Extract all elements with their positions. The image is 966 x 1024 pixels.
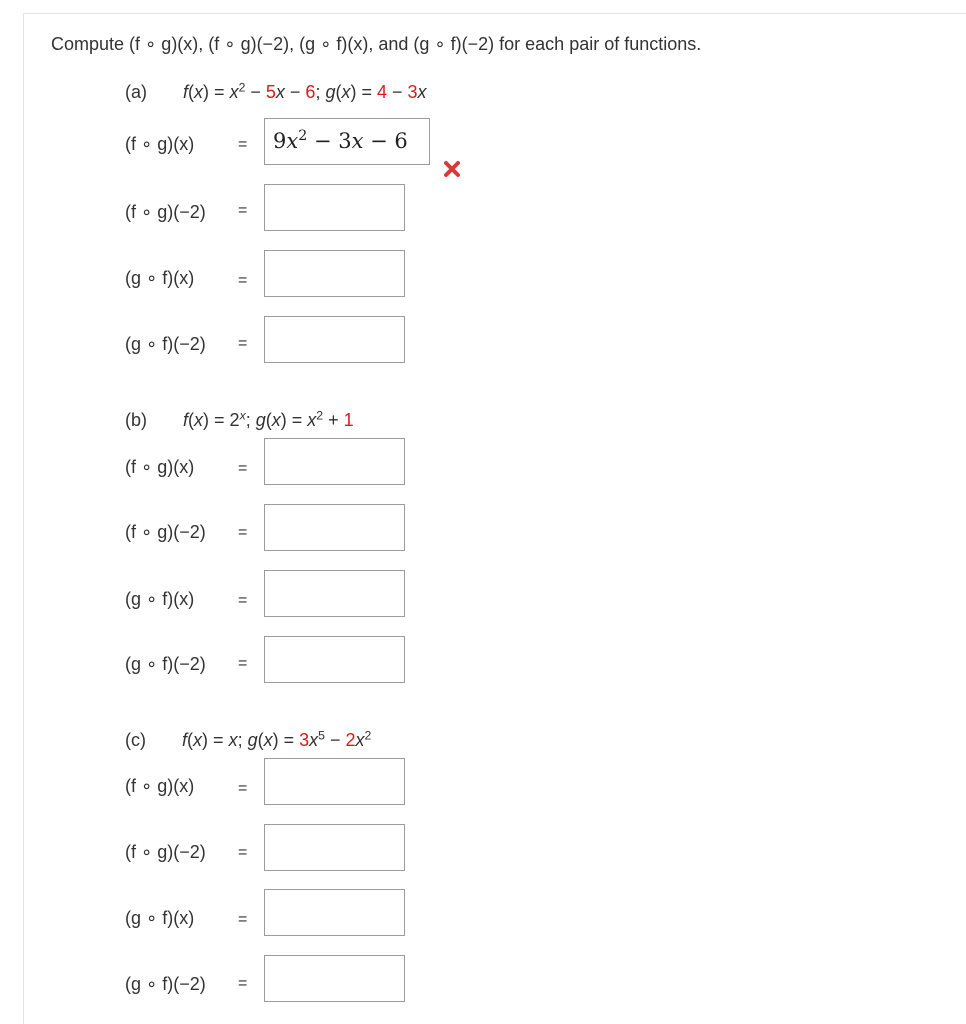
part-b-fog-neg2-equals: =	[238, 524, 248, 541]
part-c-g-def: $g(x) = 3x^5 - 2x^2$	[247, 728, 372, 750]
part-a-fog-x-equals: =	[238, 136, 248, 153]
part-a-g-def: g(x) = 4 − 3x	[325, 82, 427, 102]
part-a-fog-neg2-label: (f ∘ g)(−2)	[125, 202, 206, 222]
part-c-gof-neg2-label: (g ∘ f)(−2)	[125, 974, 206, 994]
part-c-fog-x-input[interactable]	[264, 758, 405, 805]
part-b-gof-neg2-input[interactable]	[264, 636, 405, 683]
part-b-fog-x-label: (f ∘ g)(x)	[125, 457, 195, 477]
part-a-gof-x-input[interactable]	[264, 250, 405, 297]
part-c-gof-x-input[interactable]	[264, 889, 405, 936]
part-a-gof-neg2-label: (g ∘ f)(−2)	[125, 334, 206, 354]
part-c-definition	[125, 730, 371, 751]
part-c-gof-neg2-input[interactable]	[264, 955, 405, 1002]
part-a-gof-neg2-equals: =	[238, 335, 248, 352]
part-a-gof-x-equals: =	[238, 272, 248, 289]
part-a-tag: (a)	[125, 82, 147, 102]
part-b-fog-x-equals: =	[238, 460, 248, 477]
part-b-fog-x-input[interactable]	[264, 438, 405, 485]
x-mark-icon	[442, 159, 462, 179]
part-a-fog-x-input[interactable]	[264, 118, 430, 165]
part-c-fog-neg2-label: (f ∘ g)(−2)	[125, 842, 206, 862]
part-b-fog-neg2-label: (f ∘ g)(−2)	[125, 522, 206, 542]
part-c-fog-neg2-equals: =	[238, 844, 248, 861]
part-a-gof-neg2-input[interactable]	[264, 316, 405, 363]
part-c-fog-neg2-input[interactable]	[264, 824, 405, 871]
part-b-gof-x-input[interactable]	[264, 570, 405, 617]
question-prompt: Compute (f ∘ g)(x), (f ∘ g)(−2), (g ∘ f)(x), and (g ∘ f)(−2) for each pair of functions.	[51, 34, 702, 54]
part-c-gof-x-equals: =	[238, 911, 248, 928]
part-a-fog-neg2-equals: =	[238, 202, 248, 219]
part-c-tag: (c)	[125, 730, 146, 750]
frame-left-border	[23, 13, 24, 1024]
part-a-f-def: $f(x) = x^2 - 5x - 6$;	[183, 80, 321, 102]
part-a-fog-neg2-input[interactable]	[264, 184, 405, 231]
part-b-definition	[125, 410, 354, 431]
part-a-fog-x-label: (f ∘ g)(x)	[125, 134, 195, 154]
part-a-definition	[125, 82, 427, 103]
part-b-tag: (b)	[125, 410, 147, 430]
part-b-g-def: $g(x) = x^2 + 1$	[255, 408, 354, 430]
part-c-fog-x-equals: =	[238, 780, 248, 797]
part-b-f-def: $f(x) = 2^x$;	[183, 408, 251, 430]
part-c-f-def: f(x) = x;	[182, 730, 243, 750]
part-c-gof-neg2-equals: =	[238, 975, 248, 992]
part-b-gof-neg2-label: (g ∘ f)(−2)	[125, 654, 206, 674]
part-b-gof-neg2-equals: =	[238, 655, 248, 672]
frame-top-border	[23, 13, 966, 14]
part-c-gof-x-label: (g ∘ f)(x)	[125, 908, 195, 928]
part-a-gof-x-label: (g ∘ f)(x)	[125, 268, 195, 288]
part-a-fog-x-answer: $9x^2 - 3x - 6$	[273, 128, 408, 153]
part-b-gof-x-label: (g ∘ f)(x)	[125, 589, 195, 609]
part-b-gof-x-equals: =	[238, 592, 248, 609]
part-b-fog-neg2-input[interactable]	[264, 504, 405, 551]
part-c-fog-x-label: (f ∘ g)(x)	[125, 776, 195, 796]
